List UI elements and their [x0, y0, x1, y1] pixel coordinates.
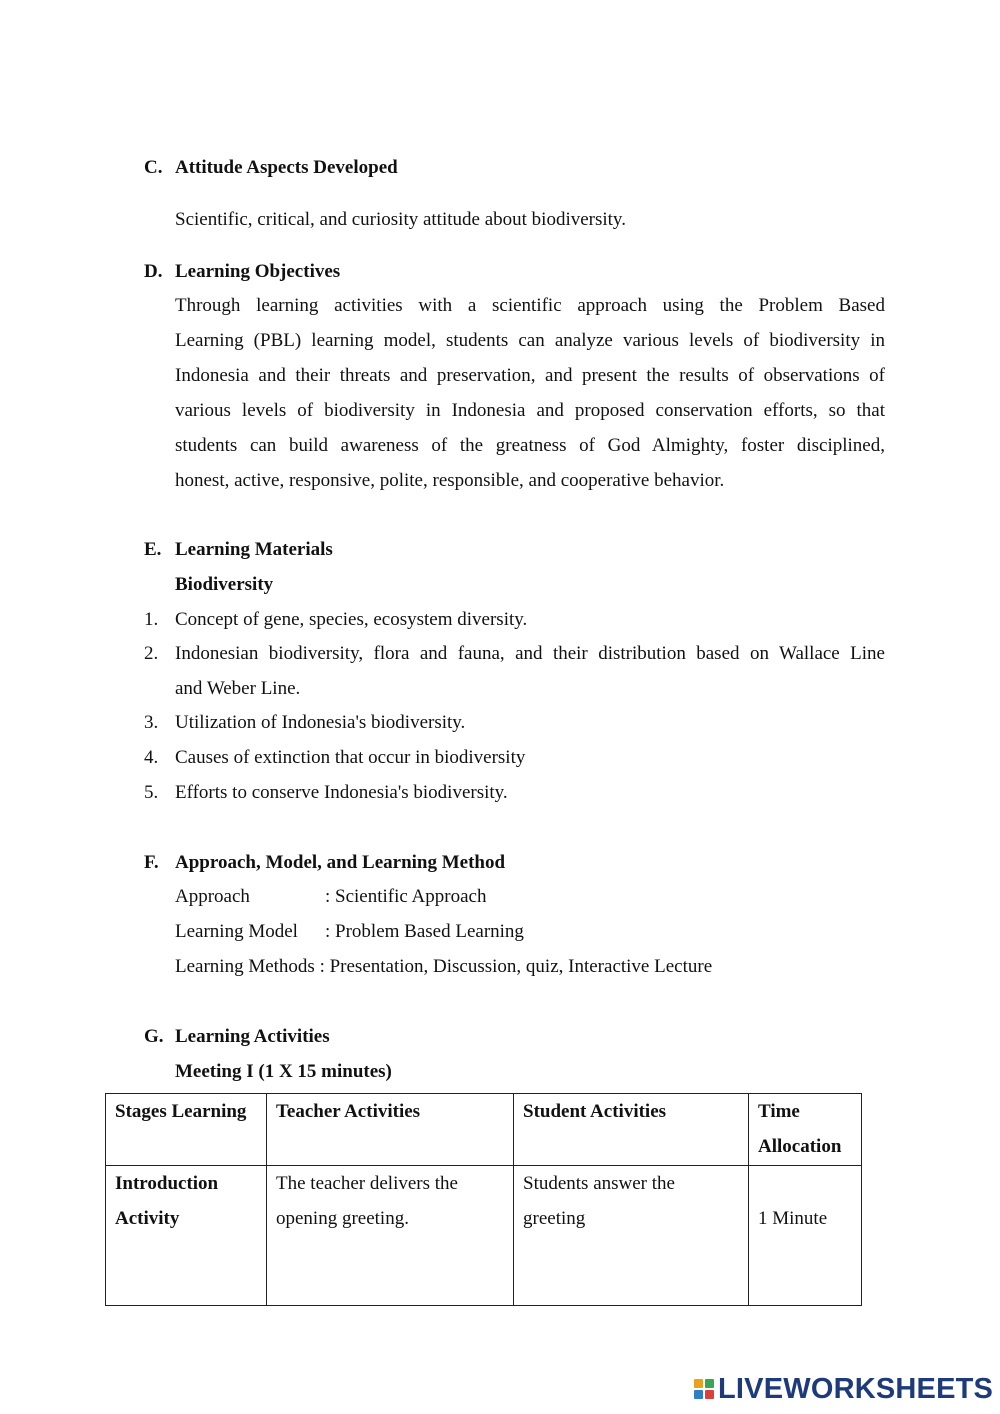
logo-square [694, 1390, 703, 1399]
learning-model-label: Learning Model [175, 921, 298, 942]
list-item: Efforts to conserve Indonesia's biodiversity. [175, 782, 508, 803]
student-activity-line: Students answer the [523, 1173, 675, 1194]
section-e-title: Learning Materials [175, 539, 333, 560]
list-item-number: 1. [144, 609, 159, 630]
section-e-subtitle: Biodiversity [175, 574, 274, 595]
list-item: Utilization of Indonesia's biodiversity. [175, 712, 466, 733]
logo-square [705, 1390, 714, 1399]
paragraph-line: Through learning activities with a scientific approach using the Problem Based [175, 295, 885, 316]
learning-activities-table [105, 1093, 862, 1306]
section-f-letter: F. [144, 852, 159, 873]
learning-methods-separator: : [319, 956, 325, 977]
list-item-number: 3. [144, 712, 159, 733]
approach-row [175, 886, 486, 908]
logo-text: LIVEWORKSHEETS [718, 1372, 994, 1405]
learning-model-value: Problem Based Learning [335, 921, 524, 942]
liveworksheets-logo [694, 1374, 993, 1404]
approach-label: Approach [175, 886, 250, 907]
learning-model-separator: : [325, 921, 331, 942]
time-allocation-cell: 1 Minute [749, 1166, 862, 1306]
learning-methods-label: Learning Methods [175, 956, 315, 977]
header-time-allocation [749, 1094, 862, 1166]
student-activity-cell [514, 1166, 749, 1306]
list-item-number: 2. [144, 643, 159, 664]
section-f-title: Approach, Model, and Learning Method [175, 852, 506, 873]
teacher-activity-line: opening greeting. [276, 1208, 409, 1229]
learning-methods-value: Presentation, Discussion, quiz, Interactive Lecture [329, 956, 713, 977]
list-item-number: 5. [144, 782, 159, 803]
logo-square [705, 1379, 714, 1388]
section-c-letter: C. [144, 157, 163, 178]
header-time-line: Time [758, 1101, 800, 1122]
logo-square [694, 1379, 703, 1388]
stage-cell [106, 1166, 267, 1306]
stage-line: Introduction [115, 1173, 219, 1194]
section-d-title: Learning Objectives [175, 261, 341, 282]
section-c-title: Attitude Aspects Developed [175, 157, 398, 178]
teacher-activity-line: The teacher delivers the [276, 1173, 458, 1194]
table-header-row [106, 1094, 862, 1166]
section-c-body: Scientific, critical, and curiosity attitude about biodiversity. [175, 209, 626, 230]
learning-model-row [175, 921, 524, 943]
meeting-title: Meeting I (1 X 15 minutes) [175, 1061, 392, 1082]
section-e-letter: E. [144, 539, 162, 560]
section-g-letter: G. [144, 1026, 164, 1047]
paragraph-line: students can build awareness of the greatness of God Almighty, foster disciplined, [175, 435, 885, 456]
paragraph-line: Indonesia and their threats and preservation, and present the results of observations of [175, 365, 885, 386]
paragraph-line: honest, active, responsive, polite, responsible, and cooperative behavior. [175, 470, 725, 491]
student-activity-line: greeting [523, 1208, 586, 1229]
teacher-activity-cell [267, 1166, 514, 1306]
approach-separator: : [325, 886, 331, 907]
list-item [175, 636, 885, 706]
approach-value: Scientific Approach [335, 886, 487, 907]
paragraph-line: Learning (PBL) learning model, students can analyze various levels of biodiversity in [175, 330, 885, 351]
learning-methods-row [175, 956, 712, 978]
logo-squares-icon [694, 1379, 714, 1399]
header-stages-learning: Stages Learning [106, 1094, 267, 1166]
list-item-number: 4. [144, 747, 159, 768]
header-teacher-activities: Teacher Activities [267, 1094, 514, 1166]
list-item: Causes of extinction that occur in biodiversity [175, 747, 526, 768]
list-item-line: Indonesian biodiversity, flora and fauna, and their distribution based on Wallace Line [175, 643, 885, 664]
learning-objectives-paragraph [175, 288, 885, 498]
section-d-letter: D. [144, 261, 163, 282]
list-item: Concept of gene, species, ecosystem diversity. [175, 609, 528, 630]
section-g-title: Learning Activities [175, 1026, 330, 1047]
paragraph-line: various levels of biodiversity in Indonesia and proposed conservation efforts, so that [175, 400, 885, 421]
header-student-activities: Student Activities [514, 1094, 749, 1166]
header-allocation-line: Allocation [758, 1136, 842, 1157]
list-item-line: and Weber Line. [175, 678, 301, 699]
table-row [106, 1166, 862, 1306]
stage-line: Activity [115, 1208, 180, 1229]
